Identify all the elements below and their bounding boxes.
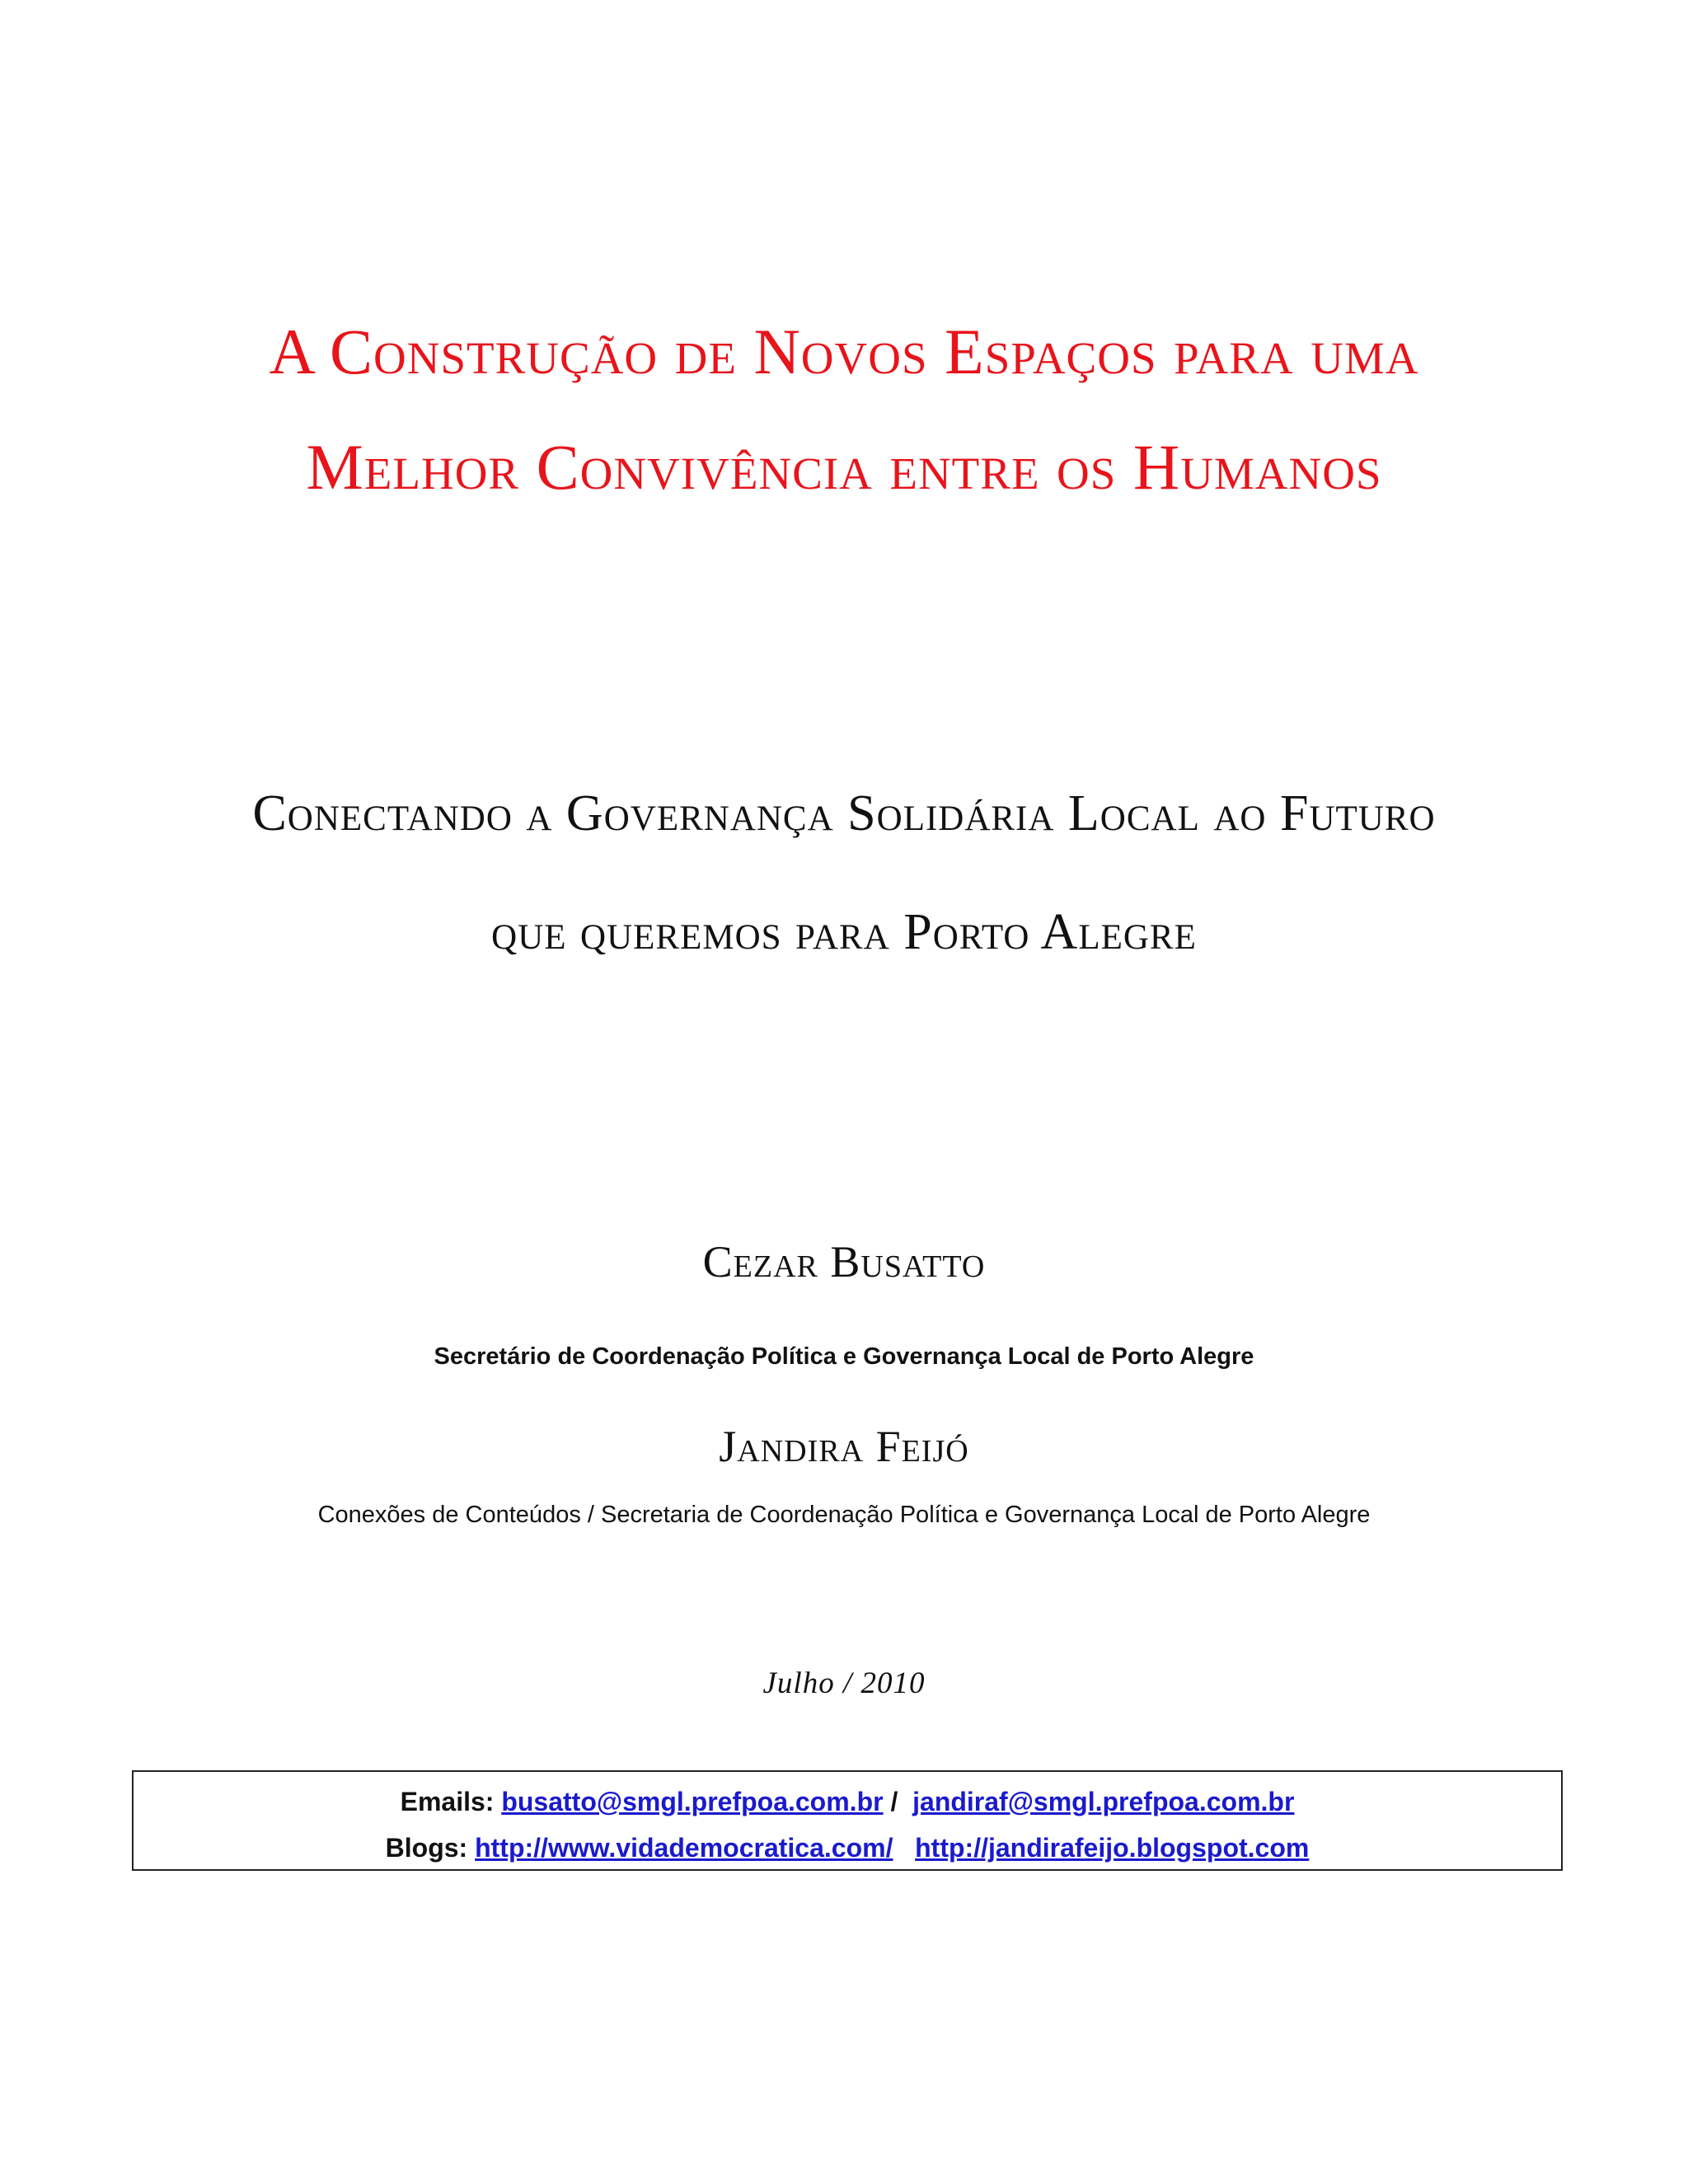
subtitle-line-1: Conectando a Governança Solidária Local ao Futuro [252,785,1436,841]
publication-date: Julho / 2010 [762,1666,926,1700]
emails-row [134,1788,1561,1815]
contact-box [132,1770,1563,1871]
email-link-jandira[interactable]: jandiraf@smgl.prefpoa.com.br [912,1787,1295,1816]
author-affiliation-2: Conexões de Conteúdos / Secretaria de Coordenação Política e Governança Local de Porto Alegre [317,1502,1371,1528]
blogs-row [134,1835,1561,1861]
blogs-label: Blogs: [385,1833,468,1863]
author-affiliation-1: Secretário de Coordenação Política e Governança Local de Porto Alegre [434,1343,1254,1370]
author-name-2: Jandira Feijó [719,1422,969,1471]
blog-link-jandirafeijo[interactable]: http://jandirafeijo.blogspot.com [915,1833,1310,1863]
emails-label: Emails: [400,1787,495,1816]
email-link-busatto[interactable]: busatto@smgl.prefpoa.com.br [501,1787,884,1816]
title-line-2: Melhor Convivência entre os Humanos [306,431,1382,503]
author-name-1: Cezar Busatto [702,1237,986,1286]
subtitle-line-2: que queremos para Porto Alegre [491,904,1197,960]
blog-link-vidademocratica[interactable]: http://www.vidademocratica.com/ [475,1833,893,1863]
email-separator: / [890,1787,898,1816]
title-line-1: A Construção de Novos Espaços para uma [269,316,1419,387]
